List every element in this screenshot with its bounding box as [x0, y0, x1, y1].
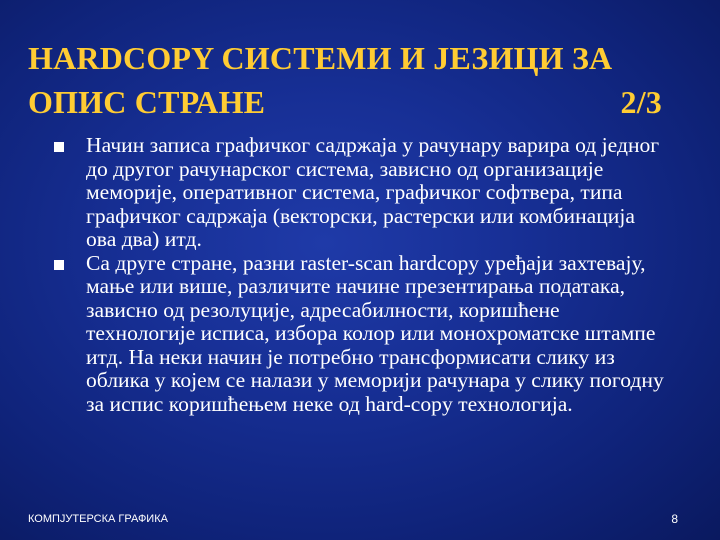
square-bullet-icon — [54, 260, 64, 270]
bullet-list — [50, 134, 670, 416]
page-number: 8 — [671, 512, 678, 526]
title-part-indicator: 2/3 — [620, 84, 662, 120]
footer-course-name: КОМПЈУТЕРСКА ГРАФИКА — [28, 513, 168, 525]
bullet-text: Са друге стране, разни raster-scan hardcopy уређаји захтевају, мање или више, различите начине презентирања података, зависно од резолуције, адресабилности, коришћене технологије исписа, избора колор или монохроматске штампе итд. На неки начин је потребно трансформисати слику из облика у којем се налази у меморији рачунара у слику погодну за испис коришћењем неке од hard-copy технологија. — [86, 250, 664, 416]
bullet-text: Начин записа графичког садржаја у рачунару варира од једног до другог рачунарског система, зависно од организације меморије, оперативног система, графичког софтвера, типа графичког садржаја (векторски, растерски или комбинација ова два) итд. — [86, 133, 660, 251]
slide-title — [28, 36, 688, 124]
title-line-2-text: ОПИС СТРАНЕ — [28, 84, 266, 120]
title-line-2 — [28, 80, 662, 124]
title-line-1: HARDCOPY СИСТЕМИ И ЈЕЗИЦИ ЗА — [28, 40, 613, 76]
bullet-item — [50, 252, 670, 417]
square-bullet-icon — [54, 142, 64, 152]
bullet-item — [50, 134, 670, 252]
